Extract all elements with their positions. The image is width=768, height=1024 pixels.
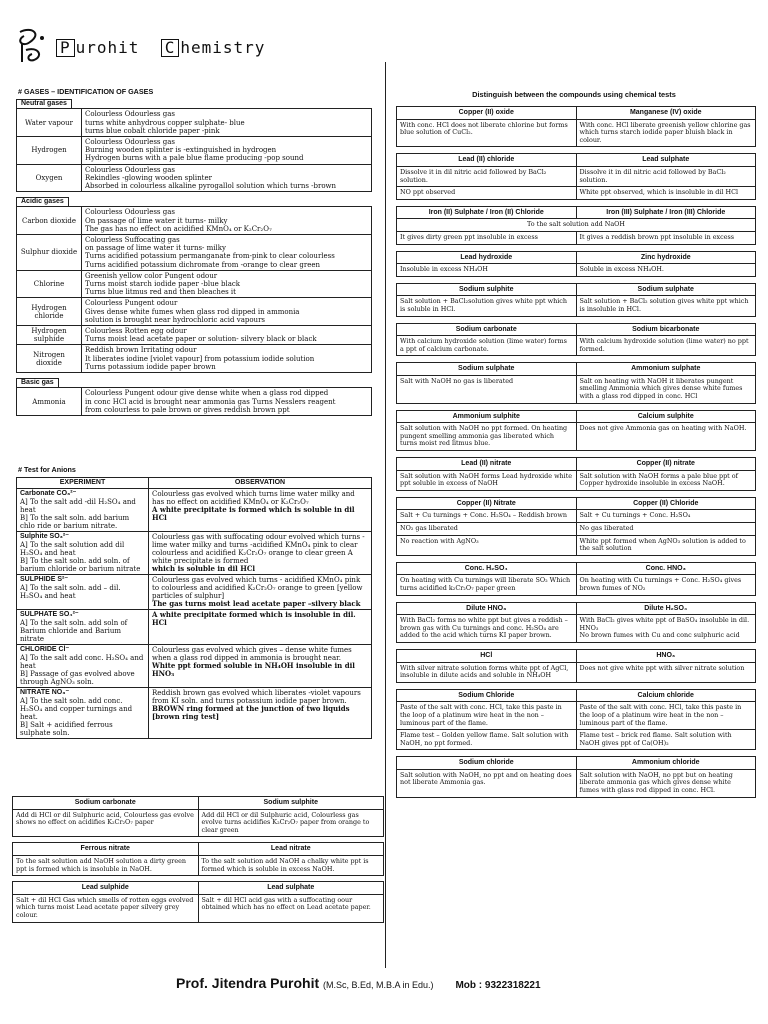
gas-tests [82,109,372,137]
gas-table [16,387,372,416]
anion-experiment [17,532,149,575]
compound-b-result: Flame test – brick red flame. Salt solution with NaOH gives ppt of Ca(OH)₂ [576,730,756,750]
compound-a: Copper (II) Nitrate [397,497,577,510]
gas-tests [82,270,372,298]
experiment-step: A] To the salt add -dil H₂SO₄ and heat [20,498,136,514]
gas-test-line: Greenish yellow color Pungent odour [85,271,218,280]
gas-tests [82,207,372,235]
distinguish-table [396,689,756,751]
compound-a: Sodium chloride [397,757,577,770]
distinguish-table [396,497,756,556]
gas-tests [82,235,372,271]
gas-test-line: on passage of lime water it turns- milky [85,244,226,253]
compound-a-result: Flame test – Golden yellow flame. Salt solution with NaOH, no ppt formed. [397,730,577,750]
gas-test-line: Turns moist starch iodide paper -blue black [85,280,241,289]
distinguish-row [397,336,756,356]
distinguish-row [397,296,756,316]
gas-name: Oxygen [17,164,82,192]
comparison-table [12,796,384,837]
distinguish-row [397,231,756,244]
left-comparisons [12,796,384,928]
observation-line: Colourless gas evolved which turns lime water milky and has no effect on acidified KMnO₄ or K₂Cr₂O₇ [152,490,355,506]
gas-groups [16,99,372,421]
compound-b-result: Salt solution with NaOH, no ppt but on heating liberate ammonia gas which gives dense white fumes with glass rod dipped in conc. HCl. [576,769,756,797]
gas-row [17,388,372,416]
compound-b: Sodium sulphate [576,283,756,296]
comparison-table [12,842,384,876]
mobile-number: Mob : 9322318221 [455,980,541,991]
observation-line: BROWN ring formed at the junction of two liquids [brown ring test] [152,704,350,721]
gas-test-line: solution is brought near hydrochloric acid vapours [85,315,266,324]
gas-test-line: Colourless Pungent odour give dense white when a glass rod dipped [85,389,329,398]
compound-a-result: Salt solution with NaOH, no ppt and on heating does not liberate Ammonia gas. [397,769,577,797]
gas-test-line: Reddish brown Irritating odour [85,346,197,355]
compound-b: Manganese (IV) oxide [576,107,756,120]
observation-line: Colourless gas with suffocating odour evolved which turns -lime water milky and turns -acidified KMnO₄ pink to clear colourless and acidified K₂Cr₂O₇ orange to clear green A white precipitate is formed [152,533,365,565]
compound-b-result: Salt + Cu turnings + Conc. H₂SO₄ [576,510,756,523]
compound-b: Copper (II) nitrate [576,458,756,471]
compound-a-result: With silver nitrate solution forms white ppt of AgCl, insoluble in dilute acids and soluble in NH₄OH [397,662,577,682]
anion-observation [149,532,372,575]
gas-test-line: turns blue cobalt chloride paper -pink [85,126,220,135]
brand-initial-c: C [161,39,180,57]
distinguish-header-row [397,154,756,167]
compound-b-result: Salt solution with NaOH forms a pale blue ppt of Copper hydroxide insoluble in excess NaOH. [576,470,756,490]
gas-test-line: On passage of lime water it turns- milky [85,216,228,225]
experiment-step: B] Salt + acidified ferrous sulphate soln. [20,721,113,737]
gas-name: Carbon dioxide [17,207,82,235]
gas-table [16,108,372,192]
observation-line: which is soluble in dil HCl [152,564,256,573]
comparison-table [12,881,384,922]
anion-observation [149,489,372,532]
distinguish-header-row [397,497,756,510]
distinguish-table [396,283,756,317]
distinguish-header-row [397,562,756,575]
compound-b: Lead nitrate [198,843,384,856]
compound-b: Sodium sulphite [198,797,384,810]
compound-a-test: Add di HCl or dil Sulphuric acid, Colourless gas evolve shows no effect on acidifies K₂Cr₂O₇ paper [13,809,199,837]
compound-b: Copper (II) Chloride [576,497,756,510]
anion-experiment [17,688,149,739]
gas-name: Chlorine [17,270,82,298]
compound-b-result: With conc. HCl liberate greenish yellow chlorine gas which turns starch iodide paper bluish black in colour. [576,119,756,147]
compound-b-test: Add dil HCl or dil Sulphuric acid, Colourless gas evolve turns acidifies K₂Cr₂O₇ paper from orange to clear green [198,809,384,837]
observation-header: OBSERVATION [149,478,372,489]
comparison-row [13,809,384,837]
experiment-step: B] Passage of gas evolved above through AgNO₃ soln. [20,670,135,686]
compound-b-result: Soluble in excess NH₄OH. [576,264,756,277]
experiment-step: A] To the salt solution add dil H₂SO₄ and heat [20,541,125,557]
gas-group-label: Acidic gases [16,197,69,206]
gas-test-line: Turns moist lead acetate paper or solution- silvery black or black [85,335,317,344]
compound-a-result: NO ppt observed [397,187,577,200]
gas-test-line: Colourless Rotten egg odour [85,327,187,336]
compound-b: Conc. HNO₃ [576,562,756,575]
distinguish-row [397,470,756,490]
comparison-header-row [13,843,384,856]
compound-a-test: Salt + dil HCl Gas which smells of rotten eggs evolved which turns moist Lead acetate paper silvery grey colour. [13,894,199,922]
compound-a-result: Salt solution + BaCl₂solution gives white ppt which is soluble in HCl. [397,296,577,316]
compound-a: Copper (II) oxide [397,107,577,120]
comparison-header-row [13,797,384,810]
observation-line: A white precipitate formed which is insoluble in dil. HCl [152,610,356,627]
distinguish-table [396,457,756,491]
compound-b: Calcium chloride [576,689,756,702]
gas-name: Hydrogen sulphide [17,326,82,345]
distinguish-span-row [397,219,756,232]
gas-test-line: It liberates iodine [violet vapour] from potassium iodide solution [85,354,315,363]
gas-test-line: The gas has no effect on acidified KMnO₄ or K₂Cr₂O₇ [85,224,272,233]
distinguish-table [396,206,756,245]
distinguish-row [397,575,756,595]
observation-line: White ppt formed soluble in NH₄OH insoluble in dil HNO₃ [152,661,355,678]
gas-test-line: in conc HCl acid is brought near ammonia gas Turns Nesslers reagent [85,397,336,406]
compound-a-result: Salt solution with NaOH no ppt formed. On heating pungent smelling ammonia gas liberated which turns moist red litmus blue. [397,423,577,451]
gas-tests [82,345,372,373]
anion-experiment [17,575,149,610]
anions-section [16,466,372,739]
anion-row [17,688,372,739]
distinguish-header-row [397,689,756,702]
distinguish-header-row [397,323,756,336]
gas-name: Hydrogen chloride [17,298,82,326]
gas-row [17,298,372,326]
compound-a: Ferrous nitrate [13,843,199,856]
compound-a-result: With calcium hydroxide solution (lime water) forms a ppt of calcium carbonate. [397,336,577,356]
compound-a: Sodium carbonate [397,323,577,336]
anion-row [17,532,372,575]
distinguish-row [397,510,756,523]
gas-test-line: Colourless Suffocating gas [85,236,180,245]
distinguish-header-row [397,602,756,615]
compound-b-result: Salt on heating with NaOH it liberates pungent smelling Ammonia which gives dense white fumes with a glass rod dipped in conc. HCl [576,375,756,403]
observation-line: Reddish brown gas evolved which liberates -violet vapours from KI soln. and turns potassium iodide paper brown. [152,689,361,705]
gas-tests [82,137,372,165]
gas-test-line: Hydrogen burns with a pale blue flame producing -pop sound [85,154,304,163]
distinguish-table [396,410,756,451]
compound-b-result: On heating with Cu turnings + Conc. H₂SO₄ gives brown fumes of NO₂ [576,575,756,595]
compound-a: Lead (II) chloride [397,154,577,167]
gas-row [17,235,372,271]
footer [176,975,541,991]
compound-b: Calcium sulphite [576,410,756,423]
compound-a: Lead hydroxide [397,251,577,264]
compound-a: Lead sulphide [13,882,199,895]
distinguish-row [397,702,756,730]
author-name: Prof. Jitendra Purohit [176,975,320,991]
compound-b: Ammonium sulphate [576,363,756,376]
anion-row [17,575,372,610]
comparison-header-row [13,882,384,895]
distinguish-table [396,756,756,797]
gas-row [17,109,372,137]
gas-test-line: Colourless Odourless gas [85,165,175,174]
compound-a: Ammonium sulphite [397,410,577,423]
distinguish-row [397,769,756,797]
gases-title: # GASES – IDENTIFICATION OF GASES [18,87,154,96]
experiment-step: A] To the salt soln. add – dil. H₂SO₄ and heat [20,584,121,600]
compound-b: Ammonium chloride [576,757,756,770]
brand-initial-p: P [56,39,75,57]
compound-a: Sodium sulphate [397,363,577,376]
anion-name: Carbonate CO₃²⁻ [20,490,77,497]
compound-b: Zinc hydroxide [576,251,756,264]
compound-a-result: No reaction with AgNO₃ [397,535,577,555]
anion-row [17,645,372,688]
gas-tests [82,326,372,345]
gas-test-line: Rekindles -glowing wooden splinter [85,173,212,182]
distinguish-row [397,187,756,200]
gas-name: Water vapour [17,109,82,137]
distinguish-header-row [397,283,756,296]
gas-test-line: Turns acidified potassium permanganate from-pink to clear colourless [85,252,335,261]
observation-line: Colourless gas evolved which gives – dense white fumes when a glass rod dipped in ammonia is brought near. [152,646,352,662]
compound-b-test: To the salt solution add NaOH a chalky white ppt is formed which is soluble in excess NaOH. [198,855,384,875]
distinguish-table [396,562,756,596]
distinguish-row [397,119,756,147]
gas-test-line: turns white anhydrous copper sulphate- blue [85,118,245,127]
experiment-header: EXPERIMENT [17,478,149,489]
compound-b: HNO₃ [576,649,756,662]
compound-b: Lead sulphate [576,154,756,167]
compound-b-result: With calcium hydroxide solution (lime water) no ppt formed. [576,336,756,356]
distinguish-row [397,166,756,186]
gas-tests [82,298,372,326]
distinguish-header-row [397,107,756,120]
distinguish-header-row [397,251,756,264]
anion-name: Sulphite SO₃²⁻ [20,533,69,540]
compound-b: Dilute H₂SO₄ [576,602,756,615]
comparison-row [13,894,384,922]
gas-tests [82,388,372,416]
compound-b-result: White ppt observed, which is insoluble in dil HCl [576,187,756,200]
observation-line: Colourless gas evolved which turns - acidified KMnO₄ pink to colourless and acidified K₂Cr₂O₇ orange to green [yellow particles of sulphur] [152,576,363,600]
compound-b-test: Salt + dil HCl acid gas with a suffocating oour obtained which has no effect on Lead acetate paper. [198,894,384,922]
experiment-step: A] To the salt soln. add conc. H₂SO₄ and copper turnings and heat. [20,697,133,721]
distinguish-table [396,251,756,277]
comparison-row [13,855,384,875]
gas-group-label: Basic gas [16,378,59,387]
distinguish-row [397,730,756,750]
anion-observation [149,610,372,645]
anion-row [17,610,372,645]
compound-a-result: Salt solution with NaOH forms Lead hydroxide white ppt soluble in excess of NaOH [397,470,577,490]
gas-name: Ammonia [17,388,82,416]
gas-table [16,206,372,373]
anion-name: CHLORIDE Cl⁻ [20,646,70,653]
gas-test-line: Turns blue litmus red and then bleaches it [85,288,236,297]
compound-a-result: With conc. HCl does not liberate chlorine but forms blue solution of CuCl₂. [397,119,577,147]
compound-a: HCl [397,649,577,662]
compound-a: Sodium sulphite [397,283,577,296]
gas-row [17,326,372,345]
gas-name: Hydrogen [17,137,82,165]
gas-test-line: Gives dense white fumes when glass rod dipped in ammonia [85,307,300,316]
compound-a-test: To the salt solution add NaOH solution a dirty green ppt is formed which is insoluble in NaOH. [13,855,199,875]
common-step: To the salt solution add NaOH [397,219,756,232]
compound-b: Sodium bicarbonate [576,323,756,336]
compound-a: Dilute HNO₃ [397,602,577,615]
gas-test-line: Colourless Odourless gas [85,138,175,147]
compound-b-result: Paste of the salt with conc. HCl, take this paste in the loop of a platinum wire heat in the non – luminous part of the flame. [576,702,756,730]
distinguish-table [396,106,756,147]
distinguish-header-row [397,206,756,219]
compound-b-result: It gives a reddish brown ppt insoluble in excess [576,231,756,244]
distinguish-table [396,323,756,357]
distinguish-table [396,153,756,199]
anion-row [17,489,372,532]
experiment-step: A] To the salt soln. add soln of Barium chloride and Barium nitrate [20,619,128,643]
distinguish-header-row [397,363,756,376]
compound-a-result: Dissolve it in dil nitric acid followed by BaCl₂ solution. [397,166,577,186]
anion-name: NITRATE NO₃⁻ [20,689,70,696]
gas-test-line: Turns potassium iodide paper brown [85,362,216,371]
gas-row [17,270,372,298]
observation-line: A white precipitate is formed which is soluble in dil HCl [152,505,355,522]
anion-experiment [17,645,149,688]
compound-a-result: It gives dirty green ppt insoluble in excess [397,231,577,244]
gas-tests [82,164,372,192]
compound-a: Conc. H₂SO₄ [397,562,577,575]
page-header [12,26,372,72]
gas-test-line: from colourless to pale brown or gives reddish brown ppt [85,405,290,414]
experiment-step: B] To the salt soln. add soln. of barium chloride or barium nitrate [20,557,141,573]
compound-b: Iron (III) Sulphate / Iron (III) Chloride [576,206,756,219]
right-comparisons [396,106,756,804]
distinguish-header-row [397,458,756,471]
anion-name: SULPHATE SO₄²⁻ [20,611,79,618]
distinguish-row [397,264,756,277]
distinguish-table [396,649,756,683]
compound-b: Lead sulphate [198,882,384,895]
distinguish-row [397,535,756,555]
distinguish-row [397,662,756,682]
gas-row [17,207,372,235]
gas-test-line: Colourless Pungent odour [85,299,178,308]
distinguish-row [397,375,756,403]
compound-a: Sodium carbonate [13,797,199,810]
gas-test-line: Absorbed in colourless alkaline pyrogallol solution which turns -brown [85,182,337,191]
brand-word-chemistry: hemistry [180,38,266,57]
anions-title: # Test for Anions [18,465,76,474]
experiment-step: B] To the salt soln. add barium chlo ride or barium nitrate. [20,514,130,530]
distinguish-header-row [397,649,756,662]
compound-b-result: Does not give Ammonia gas on heating with NaOH. [576,423,756,451]
compound-b-result: White ppt formed when AgNO₃ solution is added to the salt solution [576,535,756,555]
anion-observation [149,575,372,610]
gas-test-line: Colourless Odourless gas [85,208,175,217]
compound-a-result: With BaCl₂ forms no white ppt but gives a reddish – brown gas with Cu turnings and conc. H₂SO₄ are added to the acid which turns KI paper brown. [397,615,577,643]
gas-name: Nitrogen dioxide [17,345,82,373]
compound-b-result: Does not give white ppt with silver nitrate solution [576,662,756,682]
compound-b-result: With BaCl₂ gives white ppt of BaSO₄ insoluble in dil. HNO₃ No brown fumes with Cu and conc sulphuric acid [576,615,756,643]
column-divider [385,62,386,968]
compound-b-result: No gas liberated [576,523,756,536]
distinguish-row [397,423,756,451]
brand-word-purohit: urohit [75,38,140,57]
compound-a-result: Salt + Cu turnings + Conc. H₂SO₄ – Reddish brown [397,510,577,523]
distinguish-table [396,602,756,643]
compound-b-result: Dissolve it in dil nitric acid followed by BaCl₂ solution. [576,166,756,186]
gases-section [16,88,372,421]
gas-test-line: Burning wooden splinter is -extinguished in hydrogen [85,146,277,155]
gas-row [17,164,372,192]
gas-row [17,345,372,373]
distinguish-header-row [397,757,756,770]
anion-experiment [17,489,149,532]
gas-test-line: Turns acidified potassium dichromate from -orange to clear green [85,260,320,269]
brand-title [56,38,265,57]
compound-a: Iron (II) Sulphate / Iron (II) Chloride [397,206,577,219]
distinguish-row [397,615,756,643]
distinguish-table [396,362,756,403]
distinguish-row [397,523,756,536]
anion-name: SULPHIDE S²⁻ [20,576,69,583]
logo-icon [12,26,52,68]
compound-a: Sodium Chloride [397,689,577,702]
gas-name: Sulphur dioxide [17,235,82,271]
compound-a-result: NO₂ gas liberated [397,523,577,536]
compound-a-result: Paste of the salt with conc. HCl, take this paste in the loop of a platinum wire heat in the non – luminous part of the flame. [397,702,577,730]
distinguish-title: Distinguish between the compounds using chemical tests [472,90,676,99]
observation-line: The gas turns moist lead acetate paper –silvery black [152,599,361,608]
compound-b-result: Salt solution + BaCl₂ solution gives white ppt which is insoluble in HCl. [576,296,756,316]
compound-a-result: Insoluble in excess NH₄OH [397,264,577,277]
anion-experiment [17,610,149,645]
anion-observation [149,688,372,739]
anions-table [16,477,372,739]
distinguish-header-row [397,410,756,423]
compound-a-result: On heating with Cu turnings will liberate SO₂ Which turns acidified k₂Cr₂O₇ paper green [397,575,577,595]
anion-observation [149,645,372,688]
gas-group-label: Neutral gases [16,99,72,108]
gas-row [17,137,372,165]
compound-a-result: Salt with NaOH no gas is liberated [397,375,577,403]
author-qualifications: (M.Sc, B.Ed, M.B.A in Edu.) [323,980,434,990]
gas-test-line: Colourless Odourless gas [85,110,175,119]
experiment-step: A] To the salt add conc. H₂SO₄ and heat [20,654,144,670]
compound-a: Lead (II) nitrate [397,458,577,471]
